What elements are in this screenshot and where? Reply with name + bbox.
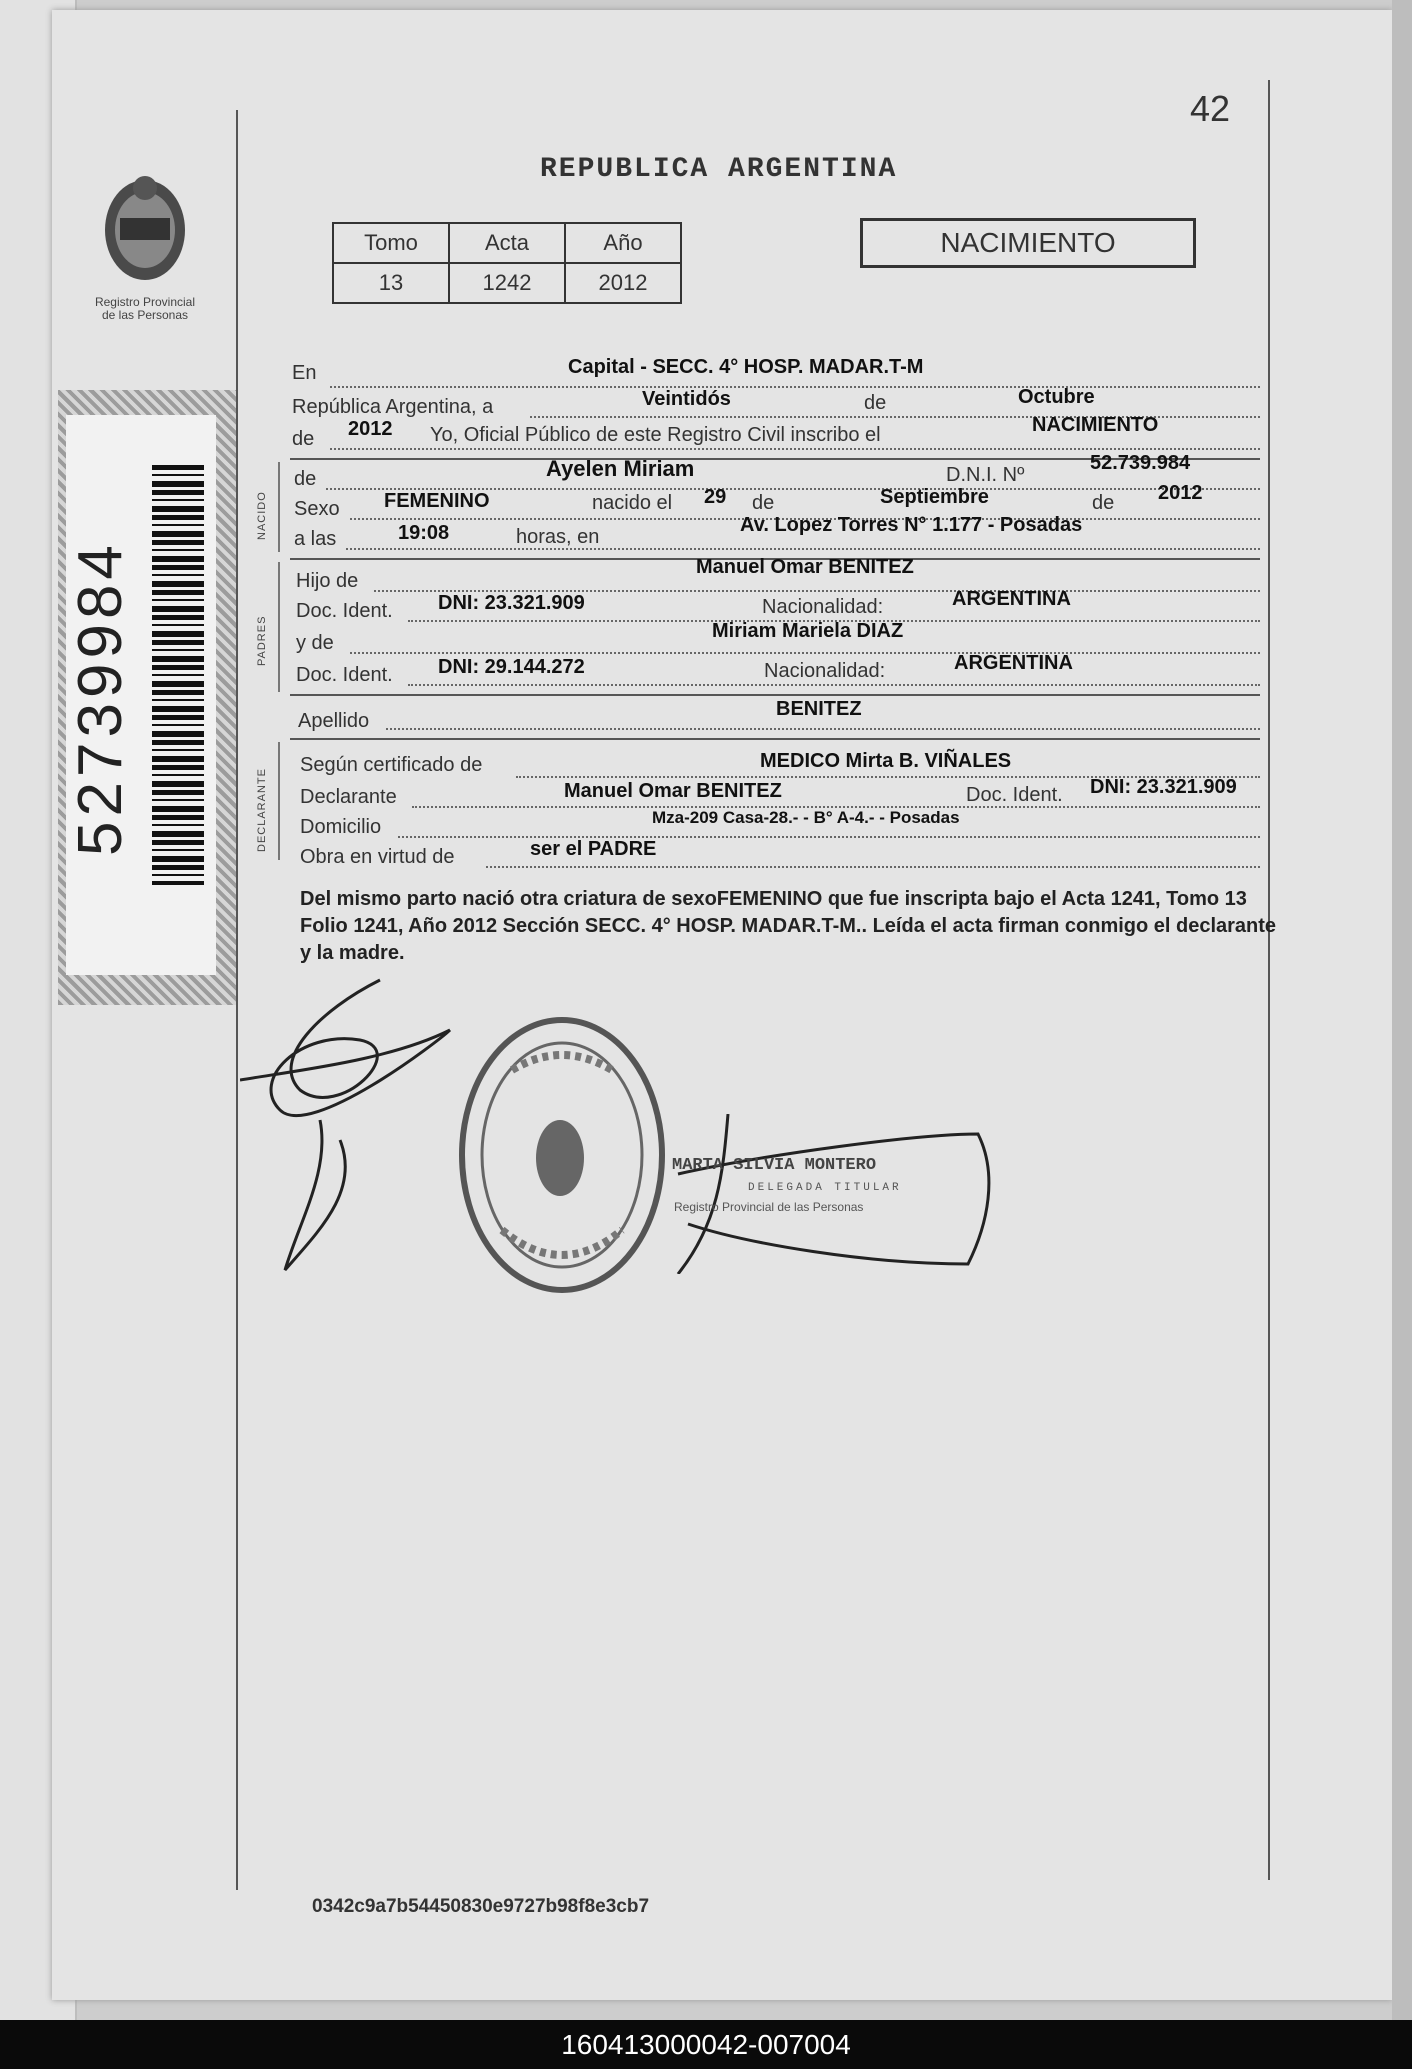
stamp-org: Registro Provincial de las Personas — [674, 1200, 864, 1214]
value-day-words: Veintidós — [642, 388, 731, 410]
row-name — [290, 452, 1260, 492]
value-mother-doc: DNI: 29.144.272 — [438, 656, 585, 678]
value-father-doc: DNI: 23.321.909 — [438, 592, 585, 614]
label-domicilio: Domicilio — [300, 816, 382, 838]
side-label-declarante: DECLARANTE — [256, 768, 268, 852]
stamp-name: MARTA SILVIA MONTERO — [672, 1156, 877, 1175]
value-declarante: Manuel Omar BENITEZ — [564, 780, 782, 802]
value-declarante-doc: DNI: 23.321.909 — [1090, 776, 1237, 798]
label-republica: República Argentina, a — [292, 396, 494, 418]
barcode-sticker — [58, 390, 236, 1005]
label-dni: D.N.I. Nº — [946, 464, 1025, 486]
right-border-line — [1268, 80, 1270, 1880]
official-signature — [668, 1114, 998, 1274]
value-father-nat: ARGENTINA — [952, 588, 1071, 610]
label-obra: Obra en virtud de — [300, 846, 455, 868]
label-en: En — [292, 362, 317, 384]
scan-footer-id: 160413000042-007004 — [0, 2020, 1412, 2069]
registry-value-acta: 1242 — [449, 263, 565, 303]
label-apellido: Apellido — [298, 710, 370, 732]
registry-logo — [80, 160, 210, 330]
value-birth-day: 29 — [704, 486, 727, 508]
row-inscription — [290, 414, 1260, 450]
official-seal-icon — [452, 1010, 672, 1300]
registry-value-ano: 2012 — [565, 263, 681, 303]
value-certificado: MEDICO Mirta B. VIÑALES — [760, 750, 1012, 772]
value-month: Octubre — [1018, 386, 1095, 408]
value-dni: 52.739.984 — [1090, 452, 1191, 474]
value-birth-month: Septiembre — [880, 486, 989, 508]
row-time-place — [290, 514, 1260, 552]
row-surname — [290, 698, 1260, 734]
label-certificado: Según certificado de — [300, 754, 483, 776]
registry-value-tomo: 13 — [333, 263, 449, 303]
value-mother: Miriam Mariela DIAZ — [712, 620, 904, 642]
page-edge-right — [1392, 0, 1412, 2020]
label-doc-ident-father: Doc. Ident. — [296, 600, 393, 622]
row-obra — [290, 838, 1260, 874]
note-paragraph: Del mismo parto nació otra criatura de sexoFEMENINO que fue inscripta bajo el Acta 1241, Tomo 13 Folio 1241, Año 2012 Sección SECC. 4° HOSP. MADAR.T-M.. Leída el acta firman conmigo el declarante y la madre. — [300, 888, 1277, 964]
barcode-number: 52739984 — [66, 540, 135, 856]
logo-text-line2: de las Personas — [101, 308, 189, 322]
row-place — [290, 356, 1260, 392]
value-father: Manuel Omar BENITEZ — [696, 556, 914, 578]
value-inscribe: NACIMIENTO — [1032, 414, 1159, 436]
row-father — [290, 556, 1260, 596]
barcode-icon — [152, 465, 204, 885]
value-year: 2012 — [348, 418, 393, 440]
official-stamp — [668, 1114, 998, 1274]
side-label-padres: PADRES — [256, 615, 268, 666]
value-birth-place: Av. Lopez Torres N° 1.177 - Posadas — [740, 514, 1083, 536]
left-border-line — [236, 110, 238, 1890]
registry-header-acta: Acta — [449, 223, 565, 263]
label-a-las: a las — [294, 528, 337, 550]
value-mother-nat: ARGENTINA — [954, 652, 1073, 674]
document-hash: 0342c9a7b54450830e9727b98f8e3cb7 — [312, 1896, 650, 1917]
declarant-signature — [240, 970, 460, 1280]
row-mother-doc — [290, 652, 1260, 690]
label-declarante-doc: Doc. Ident. — [966, 784, 1063, 806]
label-doc-ident-mother: Doc. Ident. — [296, 664, 393, 686]
registry-table — [332, 222, 682, 304]
label-nacionalidad-father: Nacionalidad: — [762, 596, 884, 618]
value-place: Capital - SECC. 4° HOSP. MADAR.T-M — [568, 356, 924, 378]
coat-of-arms-icon — [90, 160, 200, 290]
label-de: de — [864, 392, 887, 414]
side-label-nacido: NACIDO — [256, 491, 268, 540]
value-domicilio: Mza-209 Casa-28.- - B° A-4.- - Posadas — [652, 808, 960, 827]
label-y-de: y de — [296, 632, 334, 654]
label-sexo: Sexo — [294, 498, 340, 520]
row-address — [290, 808, 1260, 844]
logo-text-line1: Registro Provincial — [94, 295, 196, 309]
act-type-box: NACIMIENTO — [860, 218, 1196, 268]
label-declarante: Declarante — [300, 786, 397, 808]
value-obra: ser el PADRE — [530, 838, 657, 860]
value-birth-year: 2012 — [1158, 482, 1203, 504]
value-surname: BENITEZ — [776, 698, 862, 720]
value-birth-time: 19:08 — [398, 522, 450, 544]
label-hijo-de: Hijo de — [296, 570, 359, 592]
label-nacido-el: nacido el — [592, 492, 673, 514]
row-mother — [290, 620, 1260, 658]
page-title: REPUBLICA ARGENTINA — [540, 154, 898, 185]
label-nacionalidad-mother: Nacionalidad: — [764, 660, 886, 682]
label-de-year: de — [292, 428, 315, 450]
registry-header-ano: Año — [565, 223, 681, 263]
label-yo: Yo, Oficial Público de este Registro Civil inscribo el — [430, 424, 881, 446]
value-name: Ayelen Miriam — [546, 456, 695, 481]
label-de-name: de — [294, 468, 317, 490]
value-sexo: FEMENINO — [384, 490, 490, 512]
registry-header-tomo: Tomo — [333, 223, 449, 263]
label-de-year2: de — [1092, 492, 1115, 514]
page-number: 42 — [1190, 88, 1231, 129]
label-horas: horas, en — [516, 526, 600, 548]
stamp-role: DELEGADA TITULAR — [748, 1182, 902, 1194]
label-de-birth: de — [752, 492, 775, 514]
